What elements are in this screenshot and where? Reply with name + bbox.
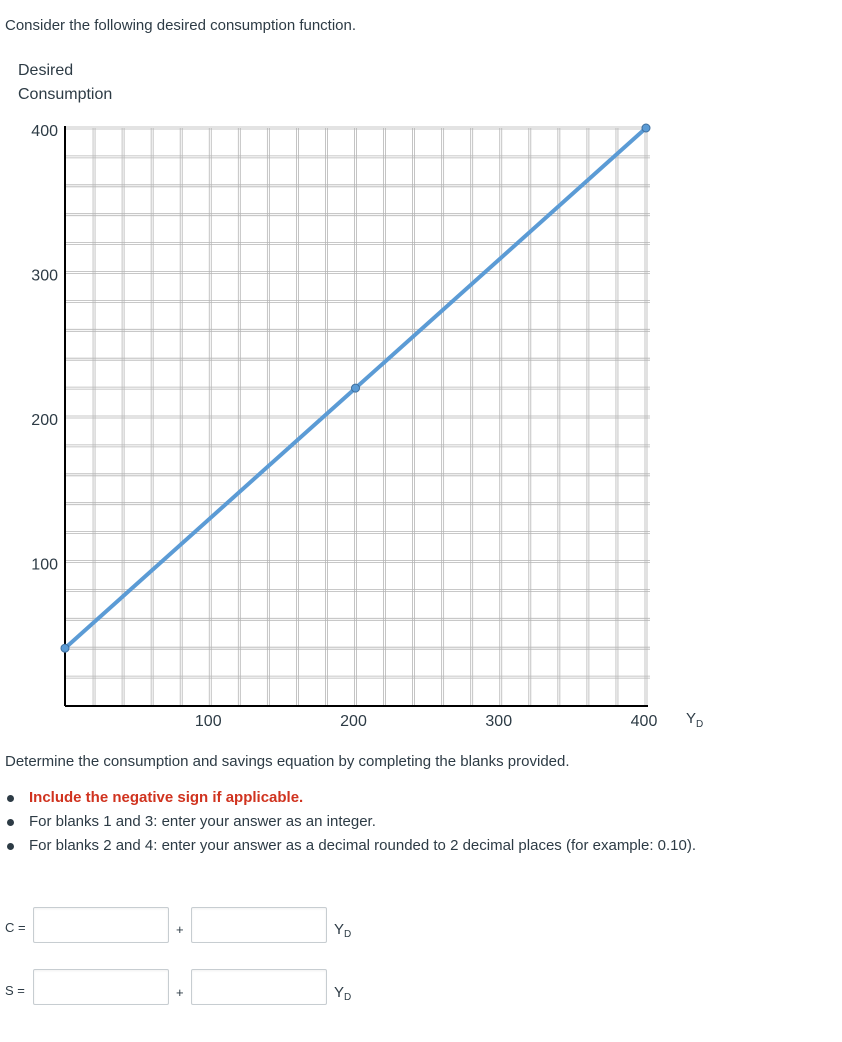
y-tick-label: 100 <box>31 556 58 574</box>
c-yd-label: $Y_D$ <box>334 921 352 940</box>
x-tick-label: 100 <box>194 713 222 730</box>
s-yd-label: $Y_D$ <box>334 984 352 1003</box>
chart-series <box>61 124 650 652</box>
x-tick-label: 300 <box>485 713 513 730</box>
y-tick-label: 300 <box>31 267 58 285</box>
data-point <box>61 644 69 652</box>
blank-3-s-intercept[interactable] <box>33 969 169 1005</box>
x-tick-label: 400 <box>630 713 658 730</box>
s-equation-label: S = <box>5 983 25 998</box>
data-point <box>642 124 650 132</box>
c-equation-label: C = <box>5 920 26 935</box>
bullet-negative-sign: Include the negative sign if applicable. <box>6 789 696 813</box>
chart-grid <box>65 127 650 706</box>
c-plus-sign: + <box>176 922 184 937</box>
y-tick-label: 400 <box>31 123 58 140</box>
blank-4-s-slope[interactable] <box>191 969 327 1005</box>
blank-1-c-intercept[interactable] <box>33 907 169 943</box>
bullet-decimal: For blanks 2 and 4: enter your answer as a decimal rounded to 2 decimal places (for example: 0.10). <box>6 837 696 861</box>
question-intro: Consider the following desired consumption function. <box>5 17 357 34</box>
instructions: Determine the consumption and savings equation by completing the blanks provided. <box>5 753 570 770</box>
blank-2-c-slope[interactable] <box>191 907 327 943</box>
data-point <box>352 384 360 392</box>
y-tick-label: 200 <box>31 412 58 429</box>
y-axis-label-line1: Desired <box>18 62 74 79</box>
s-plus-sign: + <box>176 985 184 1000</box>
x-tick-label: 200 <box>340 713 367 730</box>
instruction-list <box>6 789 696 861</box>
y-axis-label-line2: Consumption <box>18 86 113 103</box>
bullet-integer: For blanks 1 and 3: enter your answer as an integer. <box>6 813 696 837</box>
x-axis-label: $Y_D$ <box>686 710 704 730</box>
